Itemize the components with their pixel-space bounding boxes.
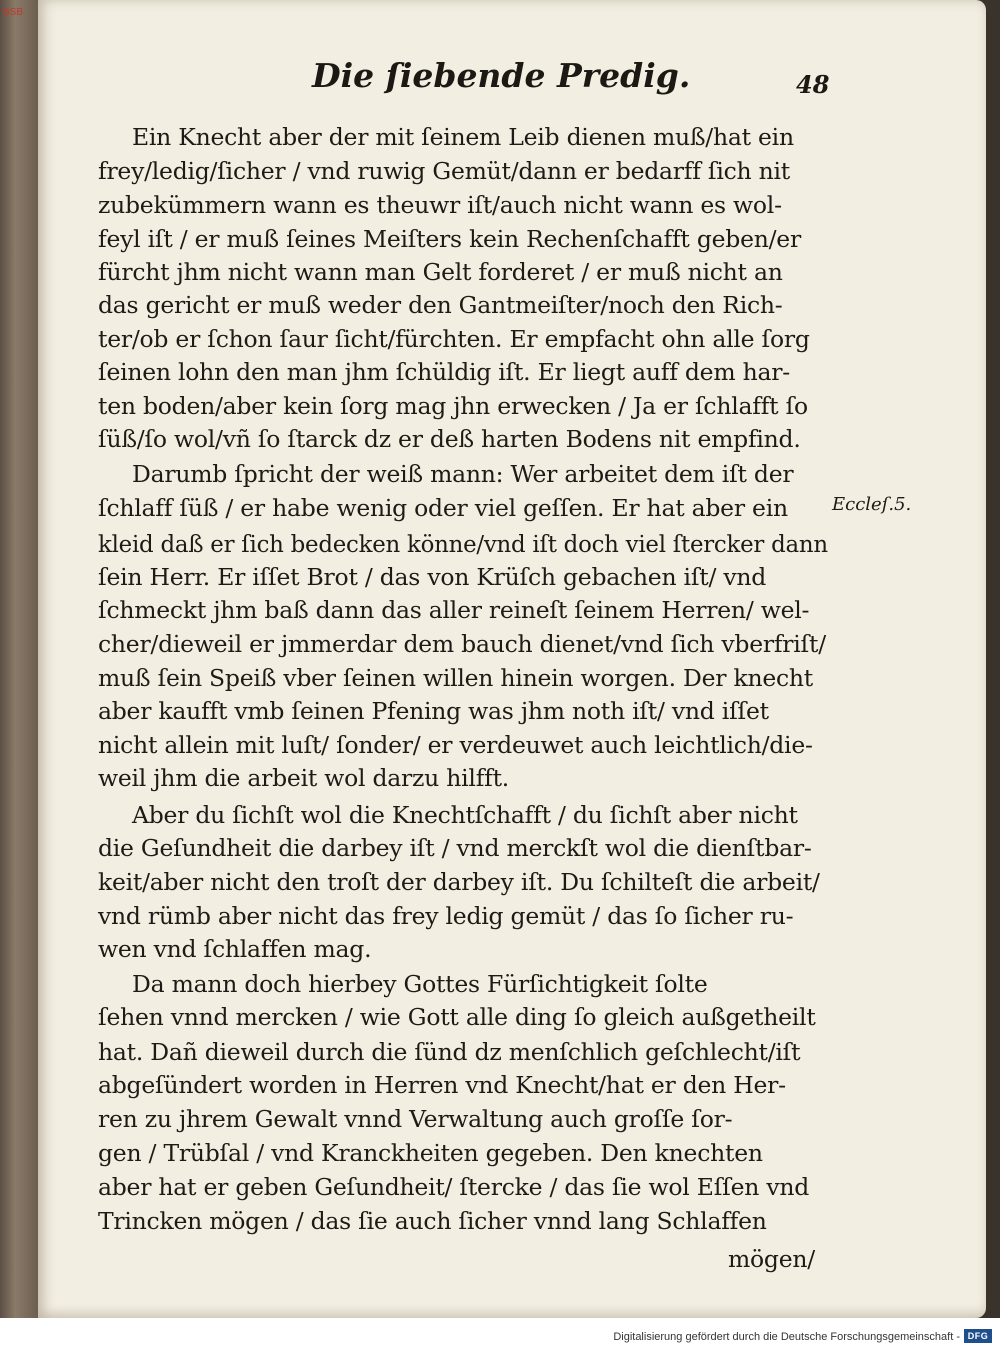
text-line: keit/aber nicht den troſt der darbey iſt. Du ſchilteſt die arbeit/: [98, 868, 820, 896]
text-line: zubekümmern wann es theuwr iſt/auch nicht wann es wol-: [98, 191, 782, 219]
page-number: 48: [796, 70, 830, 99]
text-line: das gericht er muß weder den Gantmeiſter/noch den Rich-: [98, 291, 783, 319]
text-line: ſehen vnnd mercken / wie Gott alle ding ſo gleich außgetheilt: [98, 1003, 816, 1031]
text-line: ſüß/ſo wol/vñ ſo ſtarck dz er deß harten Bodens nit empfind.: [98, 425, 801, 453]
library-watermark: BSB: [3, 7, 24, 18]
text-line: Da mann doch hierbey Gottes Fürſichtigkeit ſolte: [132, 970, 708, 998]
text-line: ſchlaff ſüß / er habe wenig oder viel geſſen. Er hat aber ein: [98, 494, 788, 522]
book-spine: [0, 0, 38, 1347]
text-line: vnd rümb aber nicht das frey ledig gemüt / das ſo ſicher ru-: [98, 902, 794, 930]
text-line: ten boden/aber kein ſorg mag jhn erwecken / Ja er ſchlafft ſo: [98, 392, 808, 420]
dfg-logo: DFG: [964, 1329, 992, 1343]
text-line: frey/ledig/ſicher / vnd ruwig Gemüt/dann er bedarff ſich nit: [98, 157, 790, 185]
text-line: ter/ob er ſchon ſaur ſicht/fürchten. Er empfacht ohn alle ſorg: [98, 325, 810, 353]
text-line: abgeſündert worden in Herren vnd Knecht/hat er den Her-: [98, 1071, 786, 1099]
text-line: muß ſein Speiß vber ſeinen willen hinein worgen. Der knecht: [98, 664, 813, 692]
text-line: feyl iſt / er muß ſeines Meiſters kein Rechenſchafft geben/er: [98, 225, 801, 253]
text-line: ſeinen lohn den man jhm ſchüldig iſt. Er liegt auff dem har-: [98, 358, 790, 386]
text-line: weil jhm die arbeit wol darzu hilfft.: [98, 764, 510, 792]
text-line: aber hat er geben Geſundheit/ ſtercke / das ſie wol Eſſen vnd: [98, 1173, 810, 1201]
text-line: wen vnd ſchlaffen mag.: [98, 935, 372, 963]
text-line: hat. Dañ dieweil durch die ſünd dz menſchlich geſchlecht/iſt: [98, 1038, 801, 1066]
text-line: Darumb ſpricht der weiß mann: Wer arbeitet dem iſt der: [132, 460, 794, 488]
text-line: aber kaufft vmb ſeinen Pfening was jhm noth iſt/ vnd iſſet: [98, 697, 769, 725]
text-line: gen / Trübſal / vnd Kranckheiten gegeben. Den knechten: [98, 1139, 763, 1167]
text-line: Ein Knecht aber der mit ſeinem Leib dienen muß/hat ein: [132, 123, 794, 151]
marginal-citation: Eccleſ.5.: [832, 494, 912, 515]
funding-credit: Digitalisierung gefördert durch die Deutsche Forschungsgemeinschaft -: [613, 1331, 960, 1343]
text-line: Trincken mögen / das ſie auch ſicher vnnd lang Schlaffen: [98, 1207, 767, 1235]
catchword: mögen/: [728, 1245, 815, 1273]
text-line: kleid daß er ſich bedecken könne/vnd iſt doch viel ſtercker dann: [98, 530, 828, 558]
page-header-title: Die ſiebende Predig.: [312, 56, 691, 95]
text-line: Aber du ſichſt wol die Knechtſchafft / du ſichſt aber nicht: [132, 801, 798, 829]
text-line: die Geſundheit die darbey iſt / vnd merckſt wol die dienſtbar-: [98, 834, 812, 862]
text-line: ſein Herr. Er iſſet Brot / das von Krüſch gebachen iſt/ vnd: [98, 563, 767, 591]
text-line: cher/dieweil er jmmerdar dem bauch dienet/vnd ſich vberfriſt/: [98, 630, 826, 658]
text-line: nicht allein mit luſt/ ſonder/ er verdeuwet auch leichtlich/die-: [98, 731, 813, 759]
text-line: ren zu jhrem Gewalt vnnd Verwaltung auch groſſe ſor-: [98, 1105, 733, 1133]
text-line: ſchmeckt jhm baß dann das aller reineſt ſeinem Herren/ wel-: [98, 596, 810, 624]
text-line: fürcht jhm nicht wann man Gelt forderet / er muß nicht an: [98, 258, 783, 286]
